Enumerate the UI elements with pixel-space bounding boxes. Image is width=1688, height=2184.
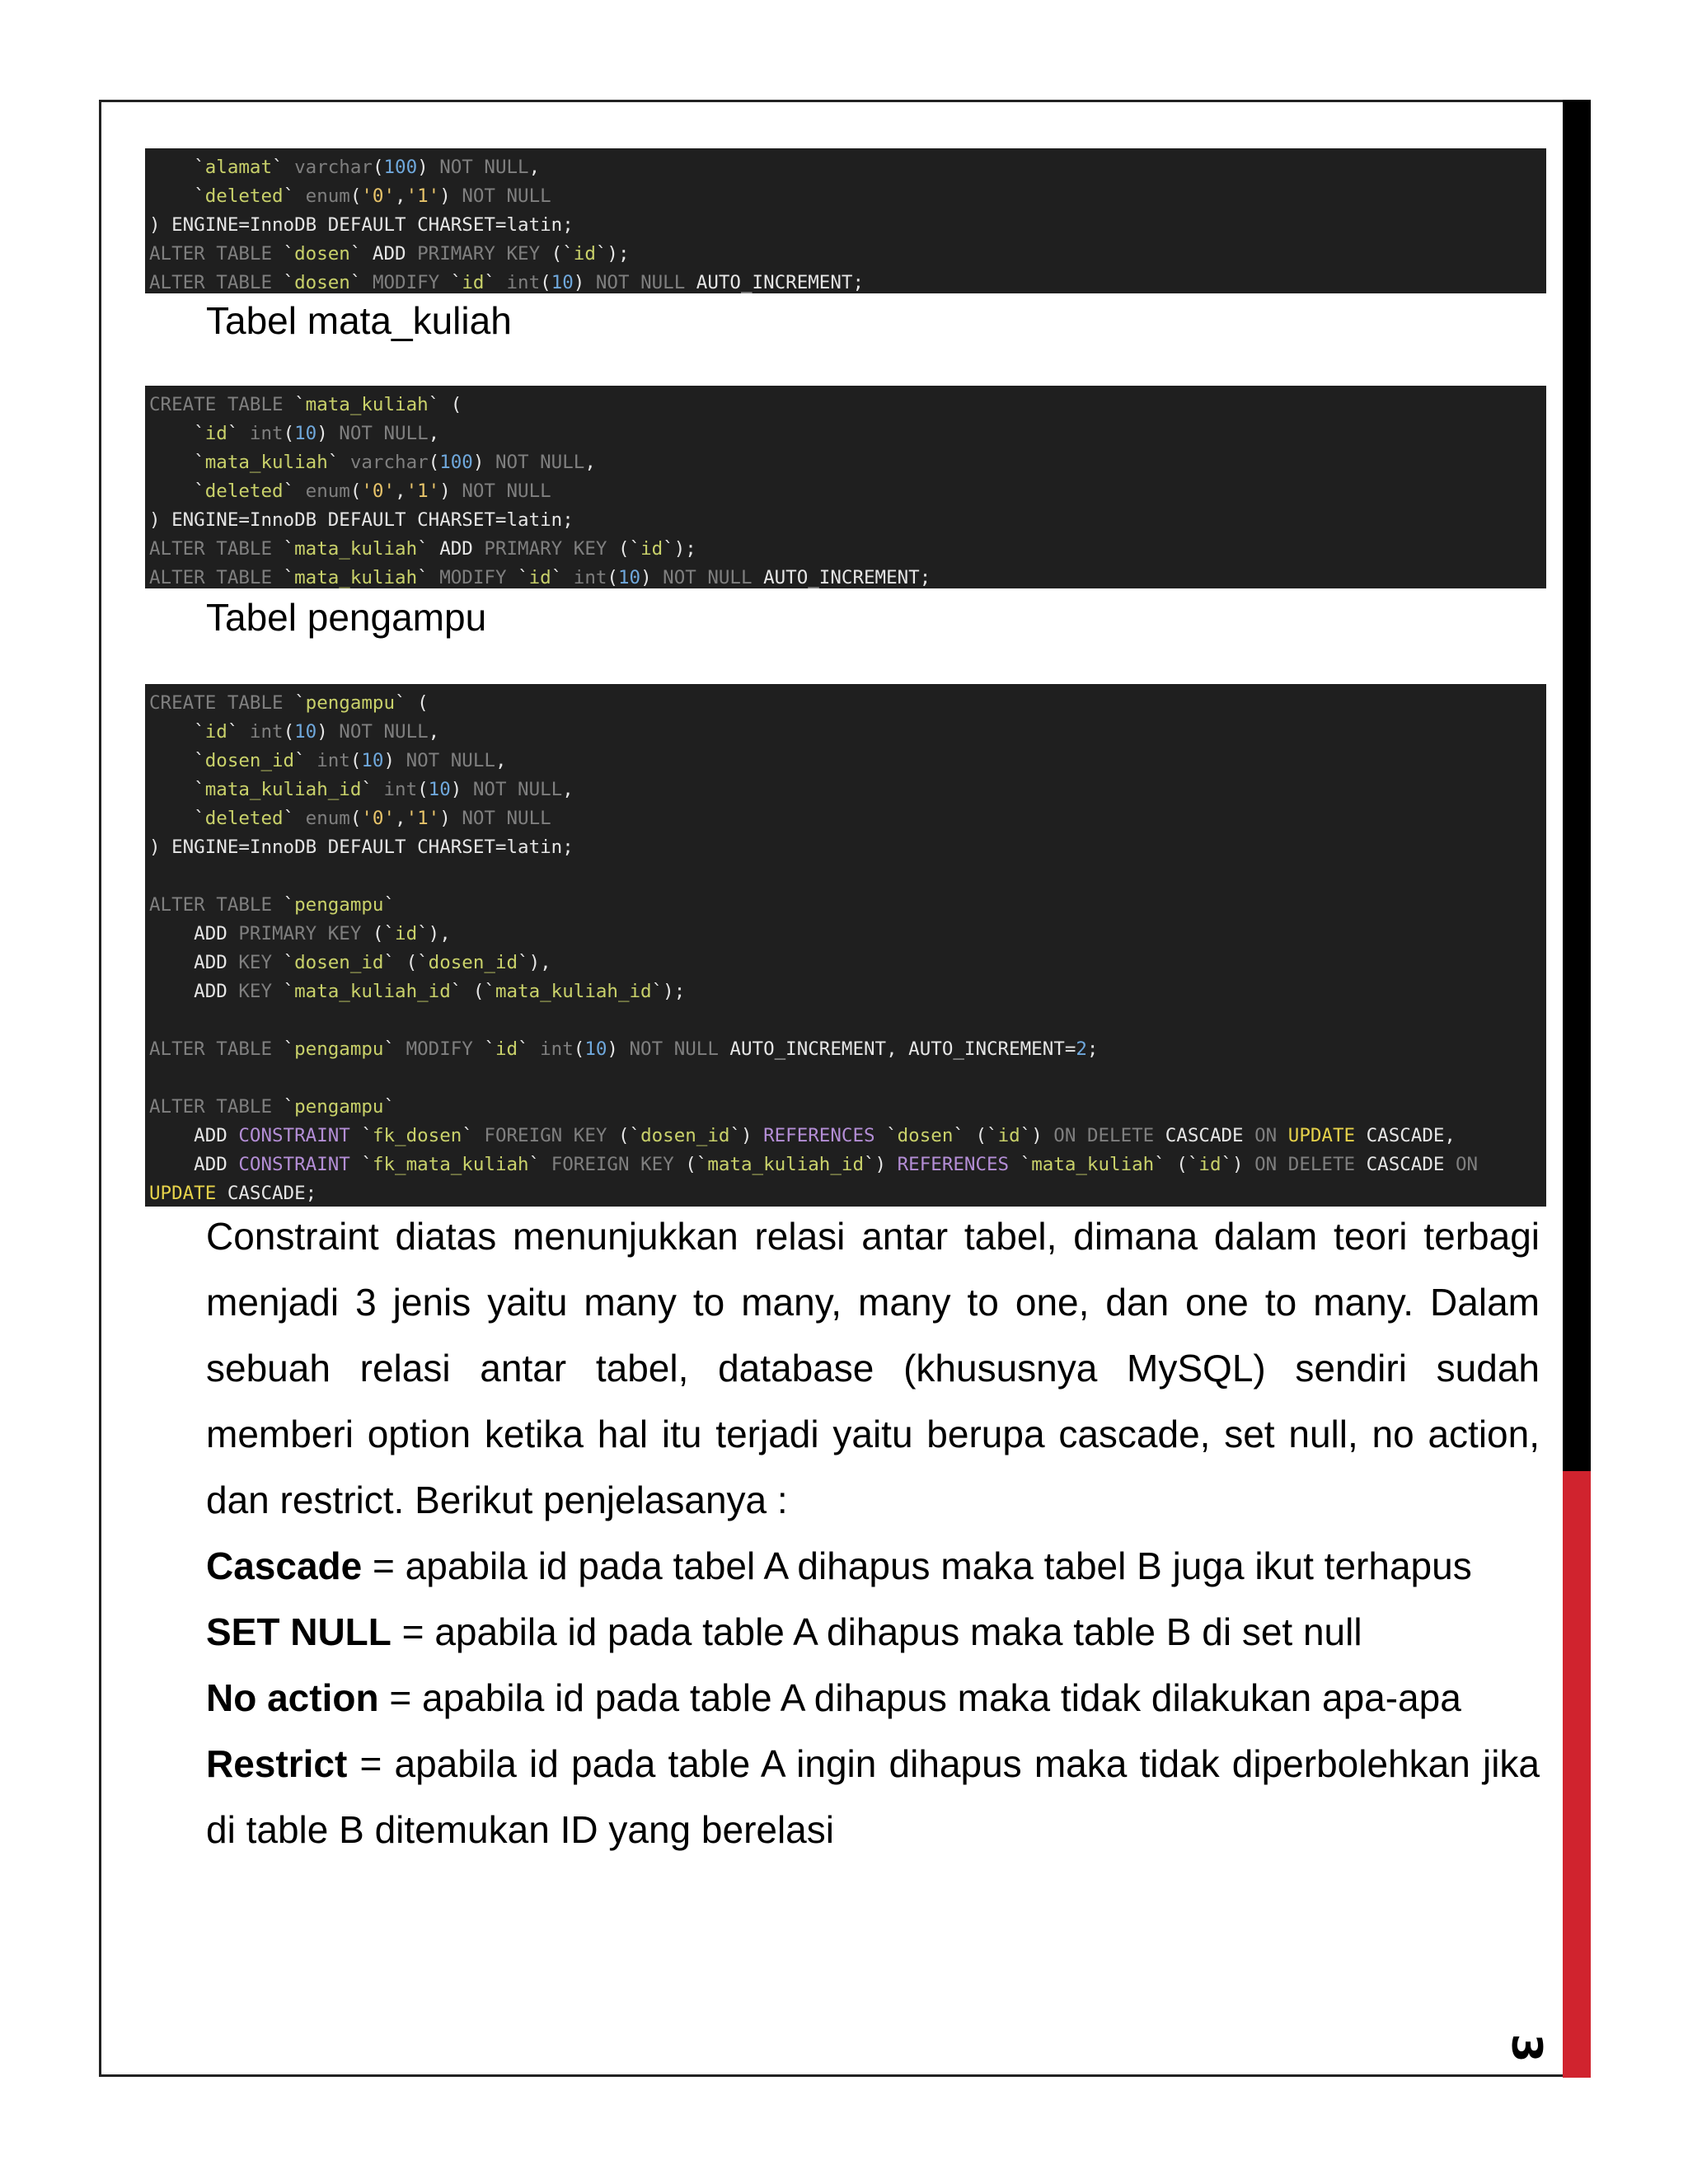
side-bar-red [1563,1471,1591,2078]
code-pengampu-line: CREATE TABLE `pengampu` ( [149,692,429,714]
term-set-null: SET NULL [206,1610,392,1653]
heading-tabel-pengampu: Tabel pengampu [206,596,487,639]
code-pengampu-line: ADD KEY `mata_kuliah_id` (`mata_kuliah_id`); [149,981,686,1002]
definition-restrict [206,1731,1540,1863]
term-cascade: Cascade [206,1544,363,1587]
code-pengampu-line: ADD CONSTRAINT `fk_dosen` FOREIGN KEY (`dosen_id`) REFERENCES `dosen` (`id`) ON DELETE CASCADE ON UPDATE CASCADE, [149,1125,1456,1146]
definition-set-null-text: = apabila id pada table A dihapus maka table B di set null [391,1610,1362,1653]
code-mata-kuliah-line: ) ENGINE=InnoDB DEFAULT CHARSET=latin; [149,509,574,531]
code-dosen-line: `alamat` varchar(100) NOT NULL, [149,157,541,178]
intro-paragraph: Constraint diatas menunjukkan relasi antar tabel, dimana dalam teori terbagi menjadi 3 jenis yaitu many to many, many to one, dan one to many. Dalam sebuah relasi antar tabel, database (khususnya MySQL) sendiri sudah memberi option ketika hal itu terjadi yaitu berupa cascade, set null, no action, dan restrict. Berikut penjelasanya : [206,1215,1540,1521]
code-dosen-line: `deleted` enum('0','1') NOT NULL [149,185,551,207]
definition-cascade [206,1533,1540,1599]
code-pengampu-line: ADD KEY `dosen_id` (`dosen_id`), [149,952,551,973]
definition-set-null [206,1599,1540,1665]
code-pengampu-line: ALTER TABLE `pengampu` [149,1096,396,1118]
page-number: 3 [1503,2033,1550,2063]
code-dosen-line: ) ENGINE=InnoDB DEFAULT CHARSET=latin; [149,214,574,236]
code-block-dosen [145,148,1546,293]
code-pengampu-line: ADD CONSTRAINT `fk_mata_kuliah` FOREIGN KEY (`mata_kuliah_id`) REFERENCES `mata_kuliah` (`id`) ON DELETE CASCADE ON [149,1154,1479,1175]
code-block-pengampu [145,684,1546,1207]
definition-cascade-text: = apabila id pada tabel A dihapus maka tabel B juga ikut terhapus [362,1544,1472,1587]
code-pengampu-line: ALTER TABLE `pengampu` MODIFY `id` int(10) NOT NULL AUTO_INCREMENT, AUTO_INCREMENT=2; [149,1038,1099,1060]
code-mata-kuliah-line: `deleted` enum('0','1') NOT NULL [149,480,551,502]
code-mata-kuliah-line: ALTER TABLE `mata_kuliah` MODIFY `id` int(10) NOT NULL AUTO_INCREMENT; [149,567,931,588]
code-pengampu-line: ALTER TABLE `pengampu` [149,894,396,916]
code-pengampu-line [149,1064,1546,1093]
definition-no-action-text: = apabila id pada table A dihapus maka tidak dilakukan apa-apa [378,1676,1461,1719]
code-pengampu-line: ) ENGINE=InnoDB DEFAULT CHARSET=latin; [149,837,574,858]
side-bar-black [1563,100,1591,1471]
code-pengampu-line: `mata_kuliah_id` int(10) NOT NULL, [149,779,574,800]
code-pengampu-line [149,1006,1546,1035]
term-restrict: Restrict [206,1742,348,1785]
code-pengampu-line [149,862,1546,891]
definition-no-action [206,1665,1540,1731]
code-block-mata-kuliah [145,386,1546,588]
code-pengampu-line: `dosen_id` int(10) NOT NULL, [149,750,507,771]
code-pengampu-line: `deleted` enum('0','1') NOT NULL [149,808,551,829]
term-no-action: No action [206,1676,379,1719]
code-dosen-line: ALTER TABLE `dosen` MODIFY `id` int(10) NOT NULL AUTO_INCREMENT; [149,272,864,293]
code-pengampu-line: UPDATE CASCADE; [149,1183,317,1204]
code-dosen-line: ALTER TABLE `dosen` ADD PRIMARY KEY (`id`); [149,243,630,265]
code-pengampu-line: `id` int(10) NOT NULL, [149,721,440,743]
body-text [206,1203,1540,1863]
code-mata-kuliah-line: `mata_kuliah` varchar(100) NOT NULL, [149,452,596,473]
code-mata-kuliah-line: ALTER TABLE `mata_kuliah` ADD PRIMARY KEY (`id`); [149,538,696,560]
definition-restrict-text: = apabila id pada table A ingin dihapus maka tidak diperbolehkan jika di table B ditemukan ID yang berelasi [206,1742,1540,1851]
code-mata-kuliah-line: `id` int(10) NOT NULL, [149,423,440,444]
code-mata-kuliah-line: CREATE TABLE `mata_kuliah` ( [149,394,462,415]
heading-tabel-mata-kuliah: Tabel mata_kuliah [206,299,512,342]
code-pengampu-line: ADD PRIMARY KEY (`id`), [149,923,451,944]
